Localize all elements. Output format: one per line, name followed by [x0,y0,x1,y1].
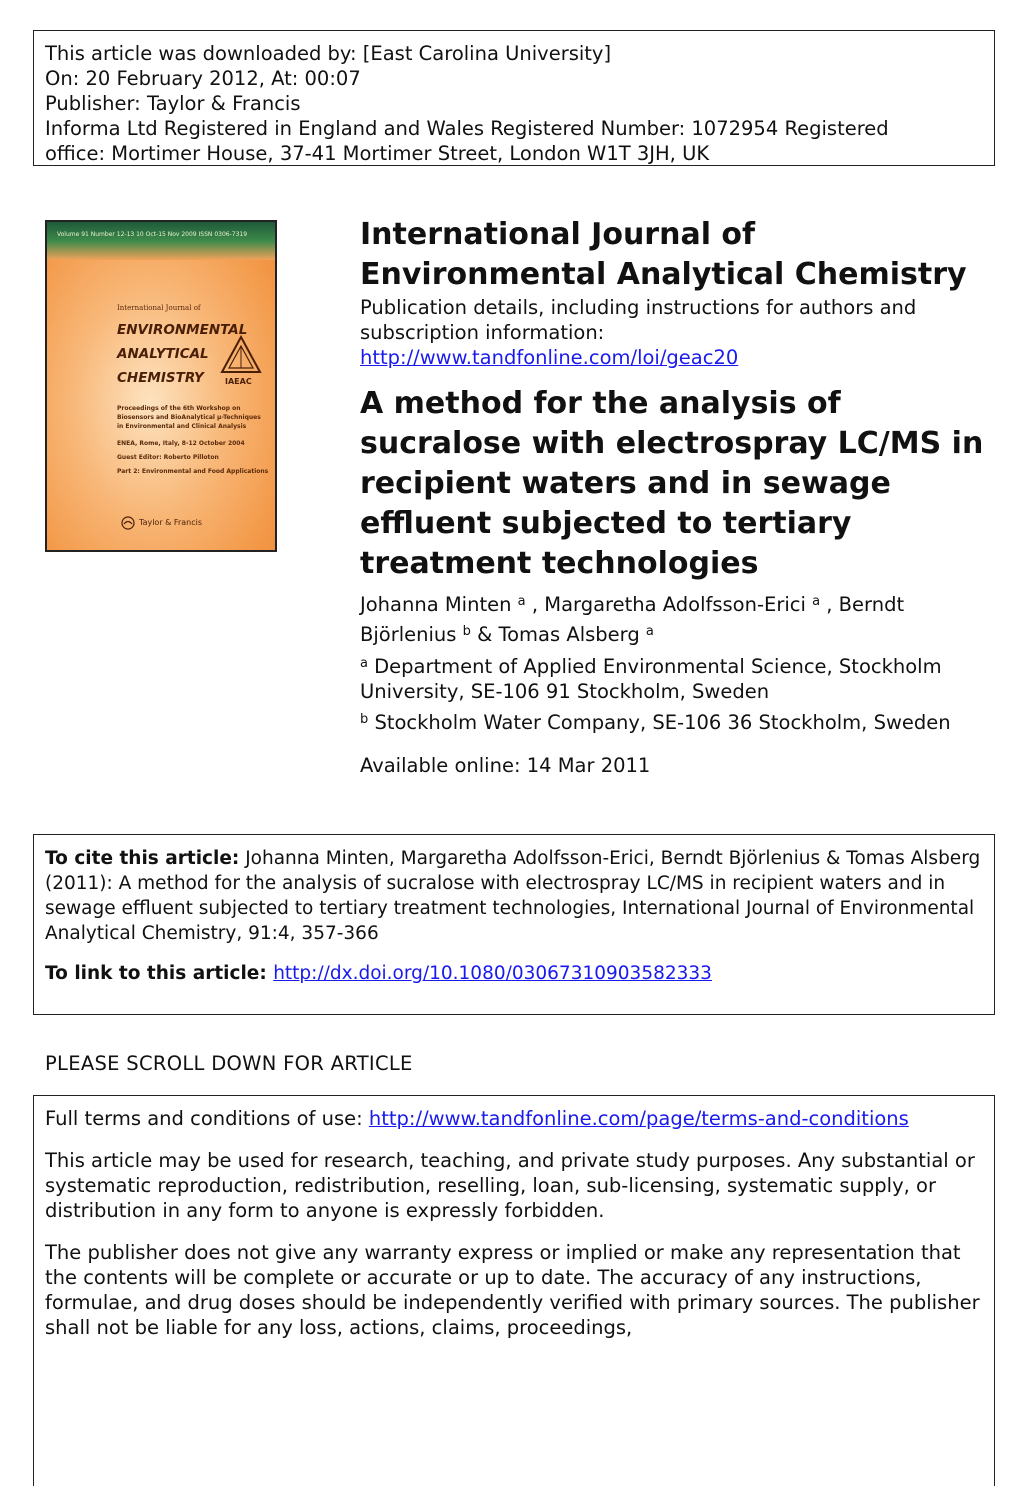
affiliation-mark: b [462,624,471,639]
iaeac-logo-icon [219,334,263,378]
link-label: To link to this article: [45,963,274,984]
citation-box [33,834,995,1015]
terms-paragraph: This article may be used for research, teaching, and private study purposes. Any substantial or systematic reproduction, redistribution, reselling, loan, sub-licensing, systematic supply, or distribution in any form to anyone is expressly forbidden. [45,1149,975,1222]
journal-title: International Journal of Environmental Analytical Chemistry [360,217,967,292]
affiliation-mark: b [360,712,369,727]
affiliation-mark: a [517,594,526,609]
affiliation-text: Stockholm Water Company, SE-106 36 Stockholm, Sweden [368,711,951,734]
available-online-date: Available online: 14 Mar 2011 [360,754,651,777]
author-name: Margaretha Adolfsson-Erici [544,593,813,616]
publisher-logo-icon [121,516,135,530]
download-notice-line: This article was downloaded by: [East Carolina University] [45,42,612,65]
cover-publisher-name: Taylor & Francis [139,518,202,527]
doi-row [45,961,983,986]
author-separator: , [525,593,545,616]
citation-row [45,846,983,946]
affiliation-b [360,710,1000,735]
terms-paragraph: The publisher does not give any warranty express or implied or make any representation that the contents will be complete or accurate or up to date. The accuracy of any instructions, formulae, and drug doses should be independently verified with primary sources. The publisher shall not be liable for any loss, actions, claims, proceedings, [45,1241,980,1339]
download-notice-line: On: 20 February 2012, At: 00:07 [45,67,361,90]
affiliation-a [360,654,980,704]
download-notice-line: office: Mortimer House, 37-41 Mortimer Street, London W1T 3JH, UK [45,142,710,165]
download-notice-box [33,30,995,166]
article-title: A method for the analysis of sucralose with electrospray LC/MS in recipient waters and in sewage effluent subjected to tertiary treatment technologies [360,386,984,581]
affiliation-text: Department of Applied Environmental Science, Stockholm University, SE-106 91 Stockholm, Sweden [360,655,942,703]
publication-details-text: Publication details, including instructions for authors and subscription information: [360,296,917,344]
terms-intro [45,1106,983,1131]
cite-label: To cite this article: [45,848,240,869]
cover-part: Part 2: Environmental and Food Applications [117,468,269,475]
cover-venue: ENEA, Rome, Italy, 8-12 October 2004 [117,440,245,447]
cover-title-line: ENVIRONMENTAL [117,322,248,338]
publication-details [360,295,960,370]
author-name: Tomas Alsberg [498,623,646,646]
download-notice-line: Informa Ltd Registered in England and Wales Registered Number: 1072954 Registered [45,117,889,140]
download-notice-line: Publisher: Taylor & Francis [45,92,301,115]
author-separator: , [820,593,839,616]
author-name: Berndt Björlenius [360,593,905,646]
cover-top-band [47,222,275,260]
iaeac-label: IAEAC [225,377,252,386]
cover-proceedings: Proceedings of the 6th Workshop on Biosensors and BioAnalytical µ-Techniques in Environmental and Clinical Analysis [117,405,261,430]
cover-kicker: International Journal of [117,304,201,312]
cover-title-line: CHEMISTRY [117,370,204,386]
doi-link[interactable]: http://dx.doi.org/10.1080/03067310903582333 [273,963,712,984]
terms-intro-text: Full terms and conditions of use: [45,1107,369,1130]
cover-band-text: Volume 91 Number 12-13 10 Oct-15 Nov 2009 ISSN 0306-7319 [57,231,248,238]
author-name: Johanna Minten [360,593,518,616]
cite-text: Johanna Minten, Margaretha Adolfsson-Erici, Berndt Björlenius & Tomas Alsberg (2011): A method for the analysis of sucralose with electrospray LC/MS in recipient waters and in sewage effluent subjected to tertiary treatment technologies, International Journal of Environmental Analytical Chemistry, 91:4, 357-366 [45,848,981,944]
cover-title-line: ANALYTICAL [117,346,209,362]
affiliation-mark: a [645,624,654,639]
journal-url-link[interactable]: http://www.tandfonline.com/loi/geac20 [360,346,739,369]
author-separator: & [470,623,499,646]
cover-editor: Guest Editor: Roberto Pilloton [117,454,219,461]
scroll-notice: PLEASE SCROLL DOWN FOR ARTICLE [45,1052,413,1075]
affiliation-mark: a [360,656,368,671]
terms-link[interactable]: http://www.tandfonline.com/page/terms-and-conditions [368,1107,909,1130]
journal-cover-image [45,220,277,552]
affiliation-mark: a [812,594,821,609]
terms-box [33,1095,995,1486]
author-list [360,590,980,650]
